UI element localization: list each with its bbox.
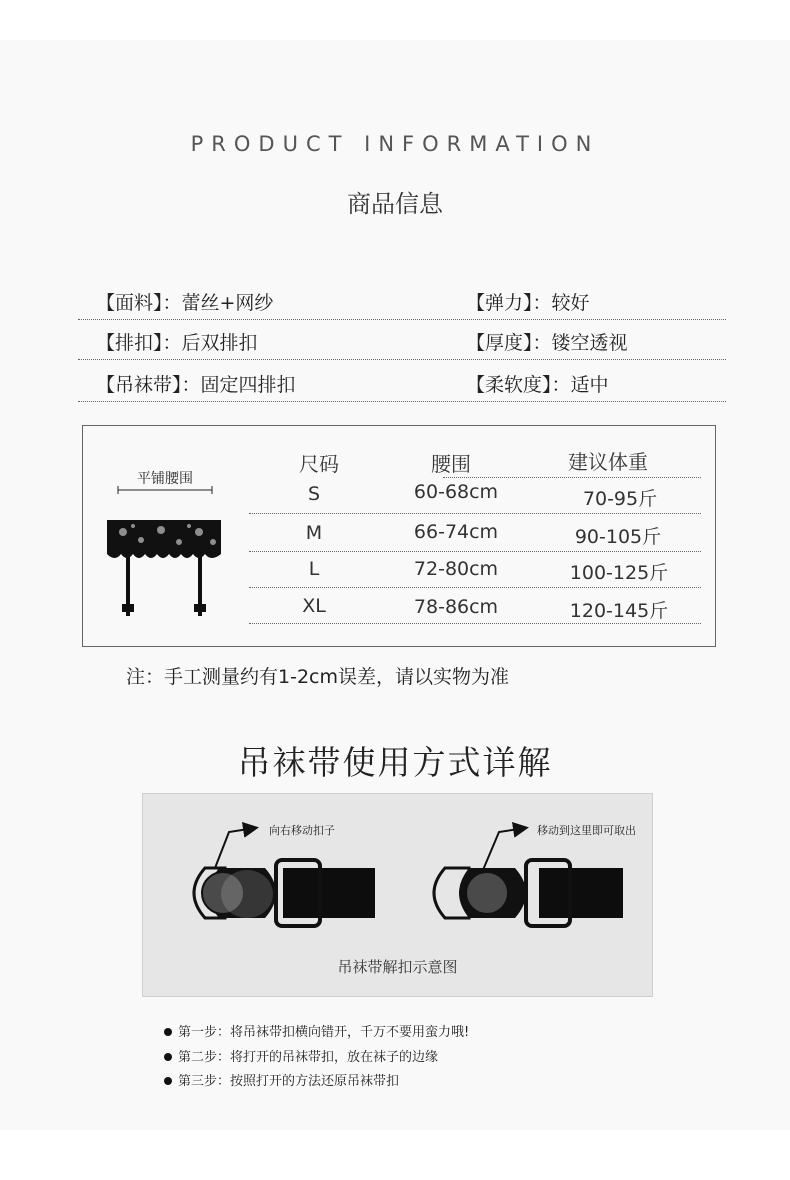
cell-weight: 70-95斤 (582, 488, 658, 510)
divider (249, 551, 701, 552)
cell-size: M (305, 522, 323, 544)
heading-chinese: 商品信息 (347, 190, 443, 218)
cell-size: L (308, 558, 320, 580)
cell-size: XL (302, 595, 326, 617)
flat-waist-label: 平铺腰围 (137, 471, 193, 487)
divider (443, 477, 701, 478)
step-text: 第二步：将打开的吊袜带扣，放在袜子的边缘 (178, 1050, 439, 1065)
spec-buckle: 【排扣】：后双排扣 (96, 332, 258, 354)
divider (249, 623, 701, 624)
cell-weight: 100-125斤 (569, 562, 669, 584)
bullet-icon (164, 1077, 172, 1085)
clasp-right-icon (434, 828, 623, 926)
bullet-icon (164, 1028, 172, 1036)
header-size: 尺码 (299, 452, 339, 476)
heading-english: PRODUCT INFORMATION (190, 132, 600, 156)
clasp-left-icon (194, 828, 375, 926)
divider (249, 513, 701, 514)
cell-weight: 120-145斤 (569, 600, 669, 622)
usage-title: 吊袜带使用方式详解 (237, 743, 553, 782)
unclasp-diagram (142, 793, 653, 997)
step-item (164, 1021, 469, 1040)
callout-move-right: 向右移动扣子 (269, 824, 335, 837)
spec-row (78, 365, 726, 402)
size-table-box (82, 425, 716, 647)
step-text: 第一步：将吊袜带扣横向错开，千万不要用蛮力哦! (178, 1025, 470, 1040)
bullet-icon (164, 1053, 172, 1061)
header-waist: 腰围 (431, 452, 471, 476)
measure-line-icon (117, 486, 213, 494)
cell-size: S (307, 483, 321, 505)
cell-weight: 90-105斤 (574, 526, 662, 548)
cell-waist: 66-74cm (413, 521, 499, 543)
header-weight: 建议体重 (568, 450, 648, 474)
spec-elasticity: 【弹力】：较好 (466, 292, 590, 314)
spec-row (78, 283, 726, 320)
spec-row (78, 323, 726, 360)
cell-waist: 60-68cm (413, 481, 499, 503)
cell-waist: 78-86cm (413, 596, 499, 618)
callout-remove: 移动到这里即可取出 (537, 824, 636, 837)
step-item (164, 1046, 438, 1065)
measurement-note: 注：手工测量约有1-2cm误差，请以实物为准 (126, 666, 509, 688)
step-text: 第三步：按照打开的方法还原吊袜带扣 (178, 1074, 400, 1089)
spec-garter: 【吊袜带】：固定四排扣 (96, 374, 296, 396)
cell-waist: 72-80cm (413, 558, 499, 580)
step-item (164, 1070, 399, 1089)
garter-belt-image (103, 516, 225, 622)
spec-softness: 【柔软度】：适中 (466, 374, 609, 396)
spec-material: 【面料】：蕾丝+网纱 (96, 292, 274, 314)
diagram-caption: 吊袜带解扣示意图 (337, 958, 458, 976)
spec-thickness: 【厚度】：镂空透视 (466, 332, 628, 354)
divider (249, 587, 701, 588)
